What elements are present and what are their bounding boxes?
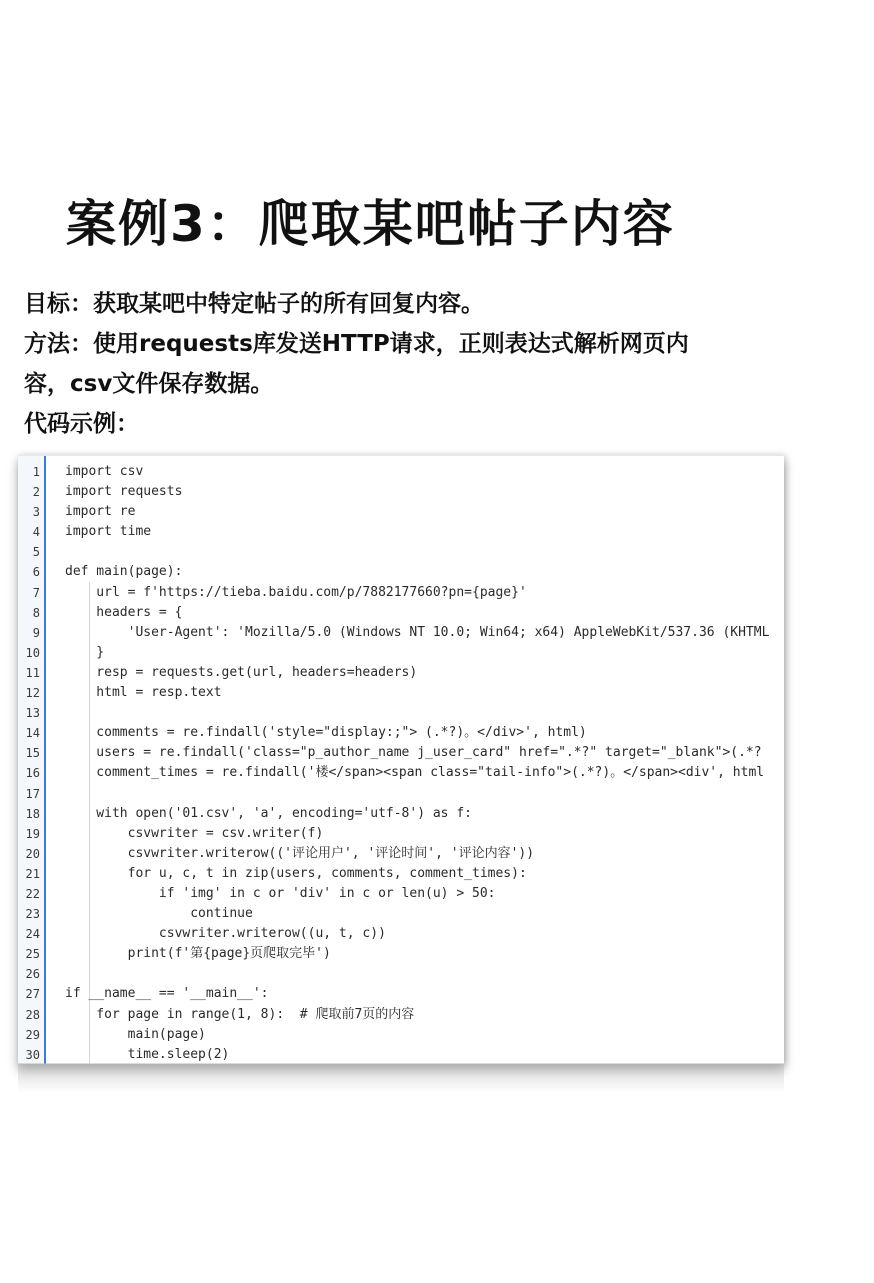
code-line <box>18 723 784 743</box>
example-label: 代码示例： <box>24 411 139 437</box>
code-line <box>18 904 784 924</box>
code-line <box>18 1005 784 1025</box>
line-number: 18 <box>25 806 40 821</box>
code-line <box>18 482 784 502</box>
code-text: url = f'https://tieba.baidu.com/p/7882177660?pn={page}' <box>65 584 527 600</box>
line-number: 24 <box>25 927 40 942</box>
line-number: 8 <box>32 605 40 620</box>
line-number: 10 <box>25 645 40 660</box>
line-number: 4 <box>32 525 40 540</box>
code-line <box>18 583 784 603</box>
panel-shadow <box>18 1063 784 1093</box>
line-number: 27 <box>25 987 40 1002</box>
code-line <box>18 562 784 582</box>
code-line <box>18 1025 784 1045</box>
code-text: import re <box>65 504 136 520</box>
code-text: headers = { <box>65 604 183 620</box>
line-number: 20 <box>25 846 40 861</box>
line-number: 21 <box>25 866 40 881</box>
line-number: 7 <box>32 585 40 600</box>
code-text: continue <box>65 906 253 922</box>
code-line <box>18 924 784 944</box>
line-number: 11 <box>25 665 40 680</box>
code-text: time.sleep(2) <box>65 1046 230 1062</box>
code-line <box>18 643 784 663</box>
code-line <box>18 944 784 964</box>
code-lines <box>18 462 784 1064</box>
code-line <box>18 964 784 984</box>
code-text: print(f'第{page}页爬取完毕') <box>65 946 331 962</box>
code-line <box>18 683 784 703</box>
code-line <box>18 462 784 482</box>
code-line <box>18 502 784 522</box>
code-text: csvwriter.writerow((u, t, c)) <box>65 926 386 942</box>
code-line <box>18 763 784 783</box>
line-number: 12 <box>25 686 40 701</box>
line-number: 29 <box>25 1027 40 1042</box>
code-line <box>18 522 784 542</box>
line-number: 26 <box>25 967 40 982</box>
code-text: import requests <box>65 484 183 500</box>
code-text: with open('01.csv', 'a', encoding='utf-8') as f: <box>65 805 472 821</box>
code-text: def main(page): <box>65 564 183 580</box>
line-number: 25 <box>25 947 40 962</box>
code-text: comments = re.findall('style="display:;"> (.*?)。</div>', html) <box>65 725 587 741</box>
code-text: 'User-Agent': 'Mozilla/5.0 (Windows NT 10.0; Win64; x64) AppleWebKit/537.36 (KHTML <box>65 624 770 640</box>
line-number: 19 <box>25 826 40 841</box>
code-line <box>18 542 784 562</box>
goal-text: 目标：获取某吧中特定帖子的所有回复内容。 <box>24 291 484 317</box>
code-text: main(page) <box>65 1026 206 1042</box>
code-text: comment_times = re.findall('楼</span><span class="tail-info">(.*?)。</span><div', html <box>65 765 765 781</box>
code-line <box>18 623 784 643</box>
code-text: for u, c, t in zip(users, comments, comment_times): <box>65 865 527 881</box>
code-text: resp = requests.get(url, headers=headers) <box>65 664 418 680</box>
code-line <box>18 824 784 844</box>
code-line <box>18 663 784 683</box>
code-line <box>18 784 784 804</box>
line-number: 16 <box>25 766 40 781</box>
code-line <box>18 603 784 623</box>
line-number: 30 <box>25 1047 40 1062</box>
line-number: 23 <box>25 907 40 922</box>
line-number: 13 <box>25 706 40 721</box>
page-title: 案例3：爬取某吧帖子内容 <box>66 195 675 253</box>
line-number: 1 <box>32 465 40 479</box>
code-text: users = re.findall('class="p_author_name j_user_card" href=".*?" target="_blank">(.*? <box>65 745 762 761</box>
intro-text <box>24 284 804 444</box>
line-number: 6 <box>32 565 40 580</box>
code-line <box>18 864 784 884</box>
line-number: 14 <box>25 726 40 741</box>
line-number: 3 <box>32 505 40 520</box>
code-text: csvwriter.writerow(('评论用户', '评论时间', '评论内容')) <box>65 845 535 861</box>
code-line <box>18 884 784 904</box>
code-text: } <box>65 644 105 660</box>
code-line <box>18 844 784 864</box>
code-text: for page in range(1, 8): # 爬取前7页的内容 <box>65 1006 415 1022</box>
code-text: if __name__ == '__main__': <box>65 986 269 1002</box>
line-number: 15 <box>25 746 40 761</box>
code-text: html = resp.text <box>65 685 222 701</box>
code-text: import csv <box>65 464 144 479</box>
line-number: 22 <box>25 886 40 901</box>
line-number: 9 <box>32 625 40 640</box>
code-line <box>18 804 784 824</box>
method-text-line1: 方法：使用requests库发送HTTP请求，正则表达式解析网页内 <box>24 331 689 357</box>
line-number: 28 <box>25 1007 40 1022</box>
code-line <box>18 984 784 1004</box>
line-number: 17 <box>25 786 40 801</box>
code-line <box>18 703 784 723</box>
code-line <box>18 1045 784 1064</box>
code-text: csvwriter = csv.writer(f) <box>65 825 324 841</box>
method-text-line2: 容，csv文件保存数据。 <box>24 371 274 397</box>
line-number: 5 <box>32 545 40 560</box>
code-text: import time <box>65 524 152 540</box>
code-text: if 'img' in c or 'div' in c or len(u) > 50: <box>65 885 496 901</box>
code-editor[interactable] <box>18 455 784 1064</box>
code-line <box>18 743 784 763</box>
line-number: 2 <box>32 485 40 500</box>
